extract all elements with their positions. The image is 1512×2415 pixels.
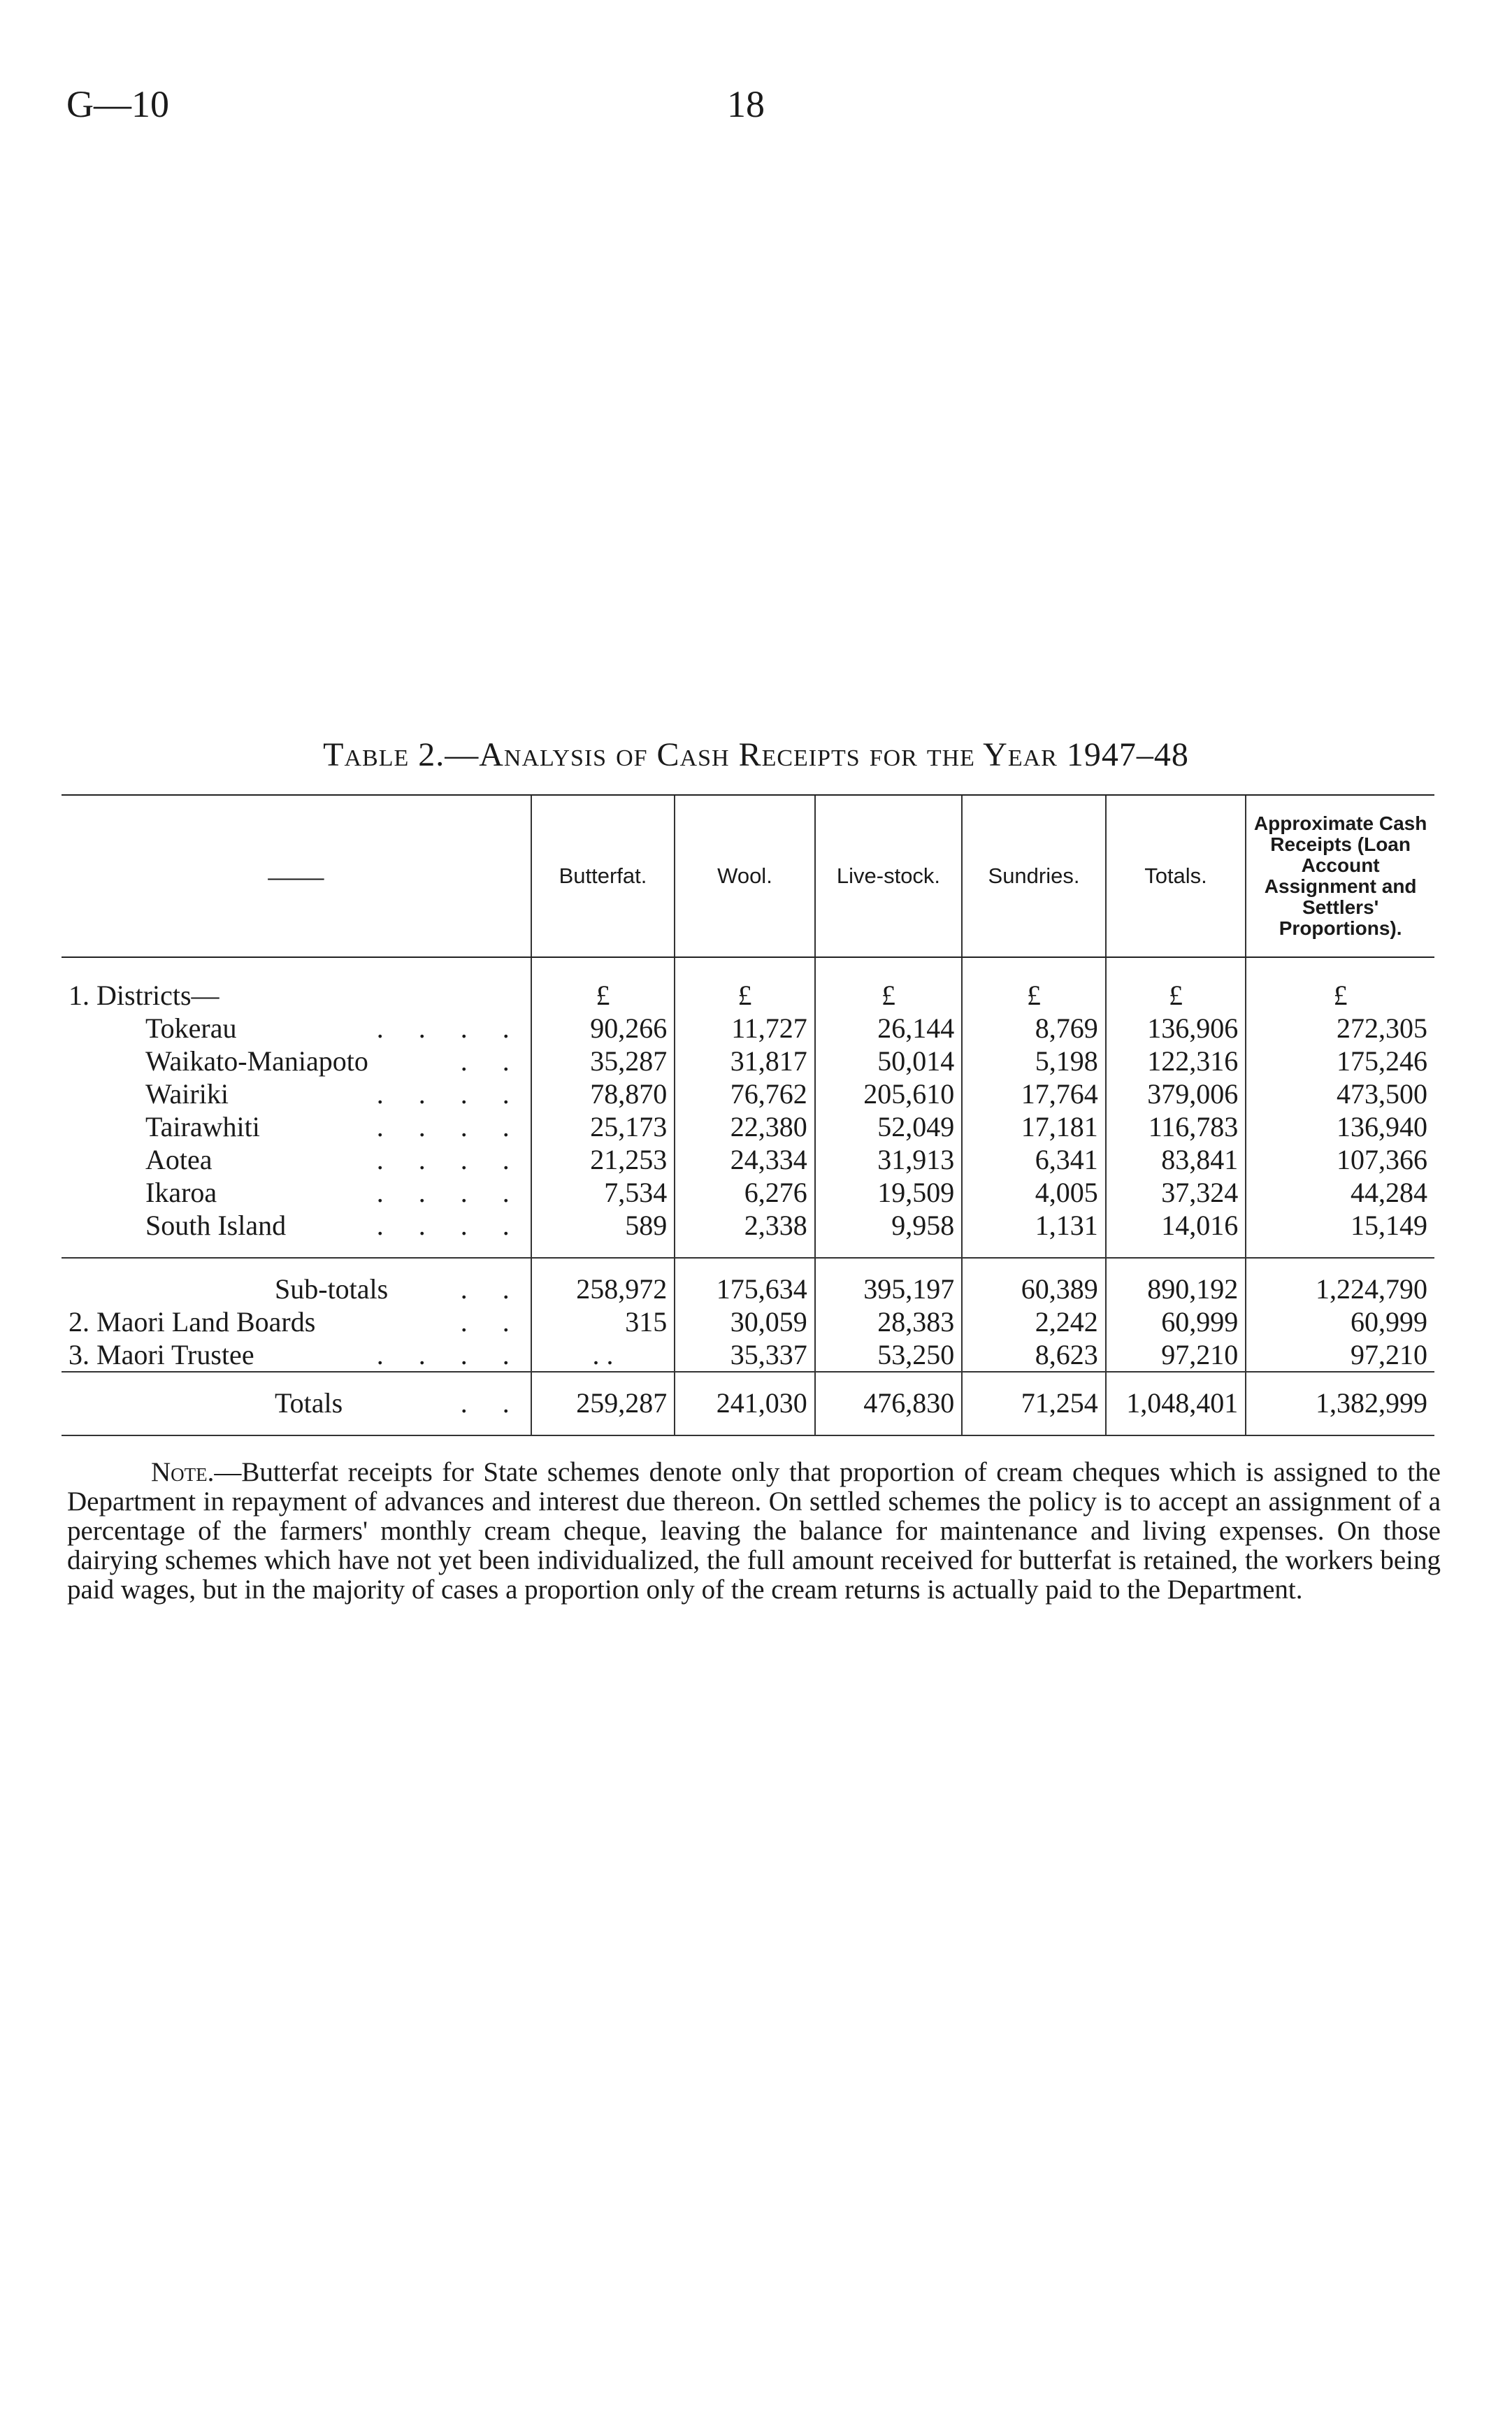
currency-symbol: £ [675, 957, 815, 1012]
cell-approximate: 60,999 [1246, 1305, 1434, 1338]
cell-sundries: 71,254 [962, 1372, 1106, 1435]
currency-symbol: £ [531, 957, 675, 1012]
cell-sundries: 8,769 [962, 1012, 1106, 1045]
cell-wool: 24,334 [675, 1143, 815, 1176]
table-header-row [62, 795, 1434, 957]
table-caption-prefix: Table 2. [323, 736, 445, 773]
cell-butterfat: 25,173 [531, 1110, 675, 1143]
cell-totals: 60,999 [1106, 1305, 1246, 1338]
cell-livestock: 53,250 [815, 1338, 963, 1372]
column-header-totals: Totals. [1106, 795, 1246, 957]
cell-approximate: 136,940 [1246, 1110, 1434, 1143]
column-header-label: —— [62, 795, 531, 957]
cell-sundries: 8,623 [962, 1338, 1106, 1372]
row-label: 3. Maori Trustee . . . . [69, 1339, 524, 1370]
row-label: Tokerau . . . . [145, 1012, 524, 1044]
cell-sundries: 2,242 [962, 1305, 1106, 1338]
row-label: 2. Maori Land Boards . . [69, 1306, 524, 1338]
table-row-district [62, 1077, 1434, 1110]
cell-approximate: 1,224,790 [1246, 1258, 1434, 1305]
cell-wool: 2,338 [675, 1209, 815, 1242]
cell-approximate: 107,366 [1246, 1143, 1434, 1176]
cell-butterfat: 90,266 [531, 1012, 675, 1045]
cell-wool: 241,030 [675, 1372, 815, 1435]
cell-approximate: 15,149 [1246, 1209, 1434, 1242]
cell-butterfat: 7,534 [531, 1176, 675, 1209]
cell-butterfat: 35,287 [531, 1045, 675, 1077]
currency-symbol: £ [1246, 957, 1434, 1012]
row-label: South Island . . . . [145, 1210, 524, 1241]
cell-livestock: 52,049 [815, 1110, 963, 1143]
cell-totals: 136,906 [1106, 1012, 1246, 1045]
column-header-butterfat: Butterfat. [531, 795, 675, 957]
cell-totals: 890,192 [1106, 1258, 1246, 1305]
cell-wool: 35,337 [675, 1338, 815, 1372]
cell-sundries: 4,005 [962, 1176, 1106, 1209]
cell-butterfat: 21,253 [531, 1143, 675, 1176]
cell-sundries: 60,389 [962, 1258, 1106, 1305]
cell-totals: 83,841 [1106, 1143, 1246, 1176]
row-label: Sub-totals . . [62, 1258, 531, 1305]
cell-sundries: 1,131 [962, 1209, 1106, 1242]
cell-totals: 116,783 [1106, 1110, 1246, 1143]
table-caption-text: —Analysis of Cash Receipts for the Year 1947–48 [445, 736, 1189, 773]
table-spacer [62, 1242, 1434, 1258]
table-row-district [62, 1209, 1434, 1242]
cell-livestock: 28,383 [815, 1305, 963, 1338]
cell-totals: 122,316 [1106, 1045, 1246, 1077]
cell-wool: 76,762 [675, 1077, 815, 1110]
column-header-livestock: Live-stock. [815, 795, 963, 957]
cell-wool: 31,817 [675, 1045, 815, 1077]
table-caption [0, 736, 1512, 774]
table-row-maori-trustee [62, 1338, 1434, 1372]
cell-livestock: 50,014 [815, 1045, 963, 1077]
cell-livestock: 19,509 [815, 1176, 963, 1209]
cell-sundries: 17,764 [962, 1077, 1106, 1110]
currency-symbol: £ [1106, 957, 1246, 1012]
row-label: Totals . . [62, 1372, 531, 1435]
cell-livestock: 9,958 [815, 1209, 963, 1242]
table-note [67, 1458, 1441, 1605]
currency-symbol: £ [962, 957, 1106, 1012]
cell-wool: 11,727 [675, 1012, 815, 1045]
currency-symbol: £ [815, 957, 963, 1012]
row-label: Wairiki . . . . [145, 1078, 524, 1110]
row-label: Waikato-Maniapoto . . [145, 1045, 524, 1077]
row-label: Tairawhiti . . . . [145, 1111, 524, 1142]
table-row-maori-land-boards [62, 1305, 1434, 1338]
cell-approximate: 473,500 [1246, 1077, 1434, 1110]
cell-approximate: 1,382,999 [1246, 1372, 1434, 1435]
table-row-district [62, 1143, 1434, 1176]
column-header-wool: Wool. [675, 795, 815, 957]
table-row-district [62, 1012, 1434, 1045]
cell-approximate: 97,210 [1246, 1338, 1434, 1372]
column-header-sundries: Sundries. [962, 795, 1106, 957]
table-row-subtotals [62, 1258, 1434, 1305]
cell-sundries: 17,181 [962, 1110, 1106, 1143]
cell-approximate: 272,305 [1246, 1012, 1434, 1045]
table-row-totals [62, 1372, 1434, 1435]
table-row-districts-heading [62, 957, 1434, 1012]
cash-receipts-table [62, 794, 1434, 1436]
row-label: Aotea . . . . [145, 1144, 524, 1175]
cell-butterfat: 315 [531, 1305, 675, 1338]
cell-livestock: 205,610 [815, 1077, 963, 1110]
cell-approximate: 175,246 [1246, 1045, 1434, 1077]
row-label: Ikaroa . . . . [145, 1177, 524, 1208]
table-row-district [62, 1176, 1434, 1209]
cell-totals: 1,048,401 [1106, 1372, 1246, 1435]
column-header-approximate: Approximate Cash Receipts (Loan Account Assignment and Settlers' Proportions). [1246, 795, 1434, 957]
cell-livestock: 26,144 [815, 1012, 963, 1045]
cell-butterfat: 258,972 [531, 1258, 675, 1305]
cell-butterfat: 259,287 [531, 1372, 675, 1435]
table-row-district [62, 1045, 1434, 1077]
note-text: —Butterfat receipts for State schemes denote only that proportion of cream cheques which is assigned to the Department in repayment of advances and interest due thereon. On settled schemes the policy is to accept an assignment of a percentage of the farmers' monthly cream cheque, leaving the balance for maintenance and living expenses. On those dairying schemes which have not yet been individualized, the full amount received for butterfat is retained, the workers being paid wages, but in the majority of cases a proportion only of the cream returns is actually paid to the Department. [67, 1457, 1441, 1605]
cell-sundries: 6,341 [962, 1143, 1106, 1176]
cell-livestock: 395,197 [815, 1258, 963, 1305]
document-series-code: G—10 [66, 83, 169, 125]
page-number: 18 [727, 83, 765, 125]
cell-totals: 97,210 [1106, 1338, 1246, 1372]
cell-sundries: 5,198 [962, 1045, 1106, 1077]
table-row-district [62, 1110, 1434, 1143]
cell-livestock: 31,913 [815, 1143, 963, 1176]
cell-livestock: 476,830 [815, 1372, 963, 1435]
cell-butterfat: 78,870 [531, 1077, 675, 1110]
district-rows [62, 1012, 1434, 1242]
cell-wool: 175,634 [675, 1258, 815, 1305]
cell-wool: 22,380 [675, 1110, 815, 1143]
cell-totals: 14,016 [1106, 1209, 1246, 1242]
cell-butterfat: . . [531, 1338, 675, 1372]
note-label: Note. [151, 1457, 215, 1487]
cell-butterfat: 589 [531, 1209, 675, 1242]
cell-approximate: 44,284 [1246, 1176, 1434, 1209]
districts-group-label: 1. Districts— [69, 980, 219, 1011]
cell-wool: 6,276 [675, 1176, 815, 1209]
cell-totals: 379,006 [1106, 1077, 1246, 1110]
cell-wool: 30,059 [675, 1305, 815, 1338]
cell-totals: 37,324 [1106, 1176, 1246, 1209]
